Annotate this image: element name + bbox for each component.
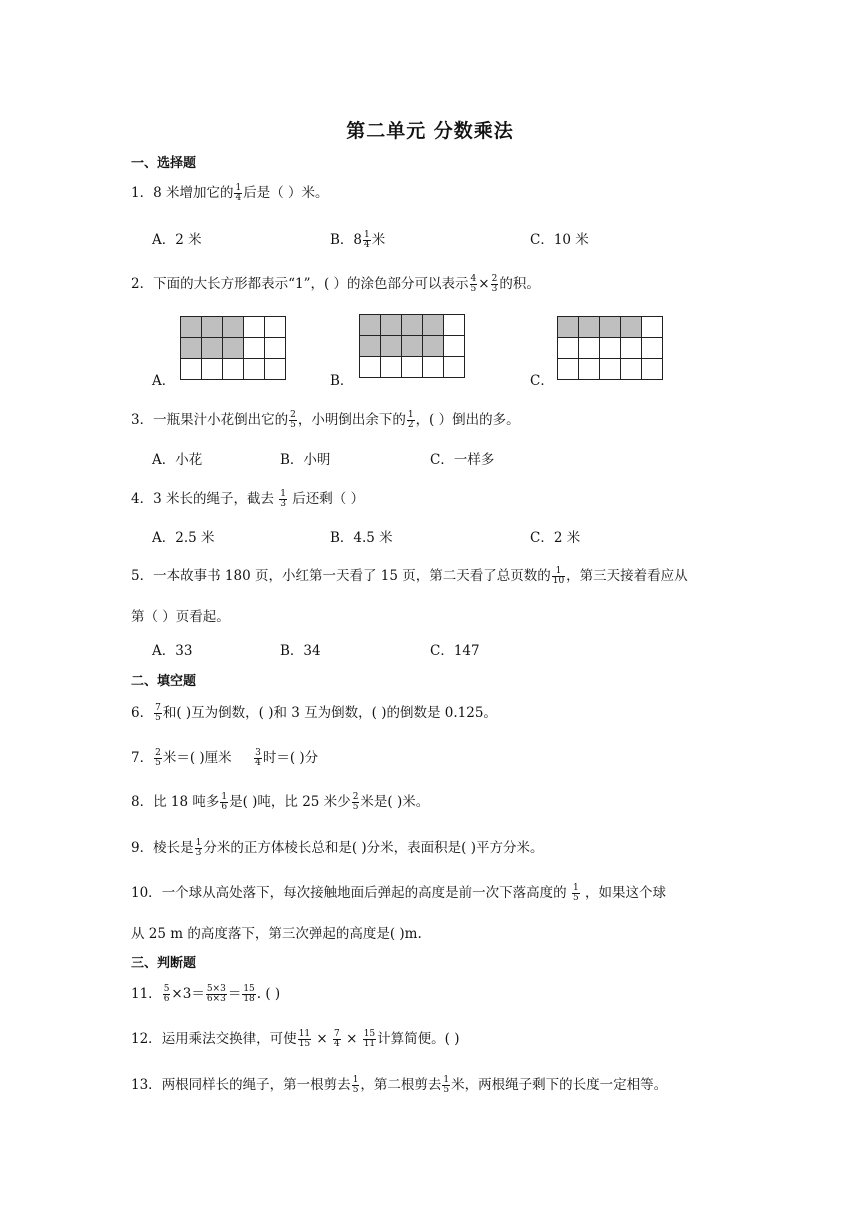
grid-cell xyxy=(600,317,621,338)
question-4: 4．3 米长的绳子，截去 $\frac{1}{3}$ 后还剩（ ） xyxy=(131,489,365,509)
grid-cell xyxy=(381,315,402,336)
grid-cell xyxy=(579,359,600,380)
grid-cell xyxy=(223,359,244,380)
question-10: 10．一个球从高处落下，每次接触地面后弹起的高度是前一次下落高度的 $\frac{1}{5}$ ，如果这个球 xyxy=(131,883,667,903)
grid-cell xyxy=(181,359,202,380)
grid-cell xyxy=(444,357,465,378)
grid-cell xyxy=(360,315,381,336)
grid-cell xyxy=(360,357,381,378)
grid-cell xyxy=(181,338,202,359)
question-2: 2．下面的大长方形都表示“1”，( ）的涂色部分可以表示 $\frac{4}{5}$ × $\frac{2}{3}$ 的积。 xyxy=(131,274,540,294)
grid-cell xyxy=(265,359,286,380)
page-title: 第二单元 分数乘法 xyxy=(346,120,514,142)
grid-cell xyxy=(181,317,202,338)
fraction: $\frac{1}{4}$ xyxy=(235,183,242,203)
grid-cell xyxy=(423,357,444,378)
q2-grid-c xyxy=(557,316,663,380)
grid-cell xyxy=(402,357,423,378)
grid-cell xyxy=(265,338,286,359)
grid-cell xyxy=(202,359,223,380)
q2-option-c: C． xyxy=(530,373,554,389)
grid-cell xyxy=(202,317,223,338)
section-heading-choice: 一、选择题 xyxy=(131,156,197,171)
grid-cell xyxy=(600,338,621,359)
q1-option-c: C．10 米 xyxy=(530,232,589,248)
q1-option-b: B．8 $\frac{1}{4}$ 米 xyxy=(330,230,386,250)
section-heading-judge: 三、判断题 xyxy=(131,956,197,971)
q3-option-a: A．小花 xyxy=(152,452,203,468)
q3-option-c: C．一样多 xyxy=(430,452,495,468)
grid-cell xyxy=(244,317,265,338)
question-8: 8．比 18 吨多 $\frac{1}{6}$ 是( )吨，比 25 米少 $\frac{2}{5}$ 米是( )米。 xyxy=(131,792,430,812)
grid-cell xyxy=(444,315,465,336)
grid-cell xyxy=(381,357,402,378)
grid-cell xyxy=(381,336,402,357)
grid-cell xyxy=(579,338,600,359)
question-6: 6． $\frac{7}{5}$ 和( )互为倒数，( )和 3 互为倒数，( )的倒数是 0.125。 xyxy=(131,703,497,723)
question-13: 13．两根同样长的绳子，第一根剪去 $\frac{1}{5}$ ，第二根剪去 $\frac{1}{5}$ 米，两根绳子剩下的长度一定相等。 xyxy=(131,1075,668,1095)
question-5: 5．一本故事书 180 页，小红第一天看了 15 页，第二天看了总页数的 $\frac{1}{10}$ ，第三天接着看应从 xyxy=(131,566,688,586)
grid-cell xyxy=(621,359,642,380)
section-heading-fill: 二、填空题 xyxy=(131,674,197,689)
grid-cell xyxy=(223,338,244,359)
grid-cell xyxy=(402,315,423,336)
question-11: 11． $\frac{5}{6}$ ×3＝ $\frac{5\times 3}{6\times 3}$ ＝ $\frac{15}{18}$ . ( ) xyxy=(131,984,281,1004)
question-9: 9．棱长是 $\frac{1}{3}$ 分米的正方体棱长总和是( )分米，表面积是( )平方分米。 xyxy=(131,838,544,858)
q3-option-b: B．小明 xyxy=(280,452,331,468)
q4-option-c: C．2 米 xyxy=(530,530,581,546)
grid-cell xyxy=(600,359,621,380)
grid-cell xyxy=(244,338,265,359)
grid-cell xyxy=(423,315,444,336)
grid-cell xyxy=(444,336,465,357)
grid-cell xyxy=(621,338,642,359)
q2-option-b: B． xyxy=(330,373,354,389)
q2-option-a: A． xyxy=(152,373,176,389)
q4-option-b: B．4.5 米 xyxy=(330,530,393,546)
q5-option-c: C．147 xyxy=(430,643,480,659)
grid-cell xyxy=(579,317,600,338)
question-5-line2: 第（ ）页看起。 xyxy=(131,609,230,625)
grid-cell xyxy=(558,317,579,338)
grid-cell xyxy=(621,317,642,338)
grid-cell xyxy=(265,317,286,338)
question-12: 12．运用乘法交换律，可使 $\frac{11}{15}$ × $\frac{7}{4}$ × $\frac{15}{11}$ 计算简便。( ) xyxy=(131,1029,460,1049)
grid-cell xyxy=(558,359,579,380)
grid-cell xyxy=(223,317,244,338)
question-10-line2: 从 25 m 的高度落下，第三次弹起的高度是( )m. xyxy=(131,926,422,942)
grid-cell xyxy=(642,338,663,359)
question-3: 3．一瓶果汁小花倒出它的 $\frac{2}{5}$ ，小明倒出余下的 $\frac{1}{2}$ ，( ）倒出的多。 xyxy=(131,410,520,430)
grid-cell xyxy=(642,317,663,338)
grid-cell xyxy=(360,336,381,357)
q2-grid-a xyxy=(180,316,286,380)
grid-cell xyxy=(244,359,265,380)
grid-cell xyxy=(642,359,663,380)
q5-option-b: B．34 xyxy=(280,643,321,659)
question-1: 1．8 米增加它的 $\frac{1}{4}$ 后是（ ）米。 xyxy=(131,183,329,203)
grid-cell xyxy=(558,338,579,359)
q5-option-a: A．33 xyxy=(152,643,193,659)
question-7: 7． $\frac{2}{5}$ 米＝( )厘米 $\frac{3}{4}$ 时＝( )分 xyxy=(131,748,319,768)
grid-cell xyxy=(402,336,423,357)
grid-cell xyxy=(202,338,223,359)
grid-cell xyxy=(423,336,444,357)
q4-option-a: A．2.5 米 xyxy=(152,530,215,546)
q1-option-a: A．2 米 xyxy=(152,232,202,248)
q2-grid-b xyxy=(359,314,465,378)
